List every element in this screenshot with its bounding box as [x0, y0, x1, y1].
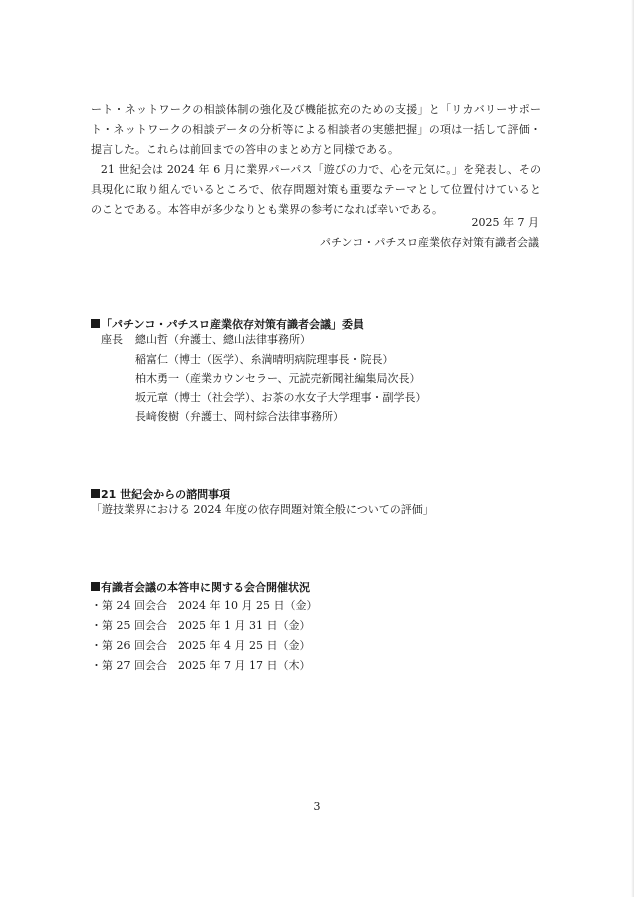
members-title-text: 「パチンコ・パチスロ産業依存対策有識者会議」委員 [101, 318, 365, 331]
member-2: 柏木勇一（産業カウンセラー、元読売新聞社編集局次長） [135, 372, 421, 385]
intro-text [91, 100, 541, 220]
meetings-title-text: 有識者会議の本答申に関する会合開催状況 [101, 581, 310, 594]
chair-name: 總山哲（弁護士、總山法律事務所） [135, 333, 311, 346]
meetings-section-title [91, 579, 310, 595]
inquiry-item: 「遊技業界における 2024 年度の依存問題対策全般についての評価」 [91, 503, 434, 516]
meeting-item-1: ・第 24 回会合 2024 年 10 月 25 日（金） [91, 599, 318, 612]
inquiry-title-text: 21 世紀会からの諮問事項 [101, 488, 231, 501]
page-number: 3 [313, 800, 321, 813]
meeting-item-2: ・第 25 回会合 2025 年 1 月 31 日（金） [91, 619, 311, 632]
member-3: 坂元章（博士（社会学）、お茶の水女子大学理事・副学長） [135, 391, 427, 404]
signature-date: 2025 年 7 月 [471, 216, 539, 229]
meeting-item-4: ・第 27 回会合 2025 年 7 月 17 日（木） [91, 659, 311, 672]
meeting-item-3: ・第 26 回会合 2025 年 4 月 25 日（金） [91, 639, 311, 652]
signature-organization: パチンコ・パチスロ産業依存対策有識者会議 [319, 236, 539, 249]
intro-paragraph-1: ート・ネットワークの相談体制の強化及び機能拡充のための支援」と「リカバリーサポート・ネットワークの相談データの分析等による相談者の実態把握」の項は一括して評価・提言した。これらは前回までの答申のまとめ方と同様である。 [91, 103, 541, 156]
member-1: 稲富仁（博士（医学）、糸満晴明病院理事長・院長） [135, 353, 394, 366]
intro-paragraph-2: 21 世紀会は 2024 年 6 月に業界パーパス「遊びの力で、心を元気に。」を発表し、その具現化に取り組んでいるところで、依存問題対策も重要なテーマとして位置付けているとのことである。本答申が多少なりとも業界の参考になれば幸いである。 [91, 163, 541, 216]
square-bullet-icon [91, 582, 100, 591]
square-bullet-icon [91, 489, 100, 498]
square-bullet-icon [91, 319, 100, 328]
chair-label: 座長 [101, 333, 123, 346]
member-4: 長﨑俊樹（弁護士、岡村綜合法律事務所） [135, 410, 344, 423]
